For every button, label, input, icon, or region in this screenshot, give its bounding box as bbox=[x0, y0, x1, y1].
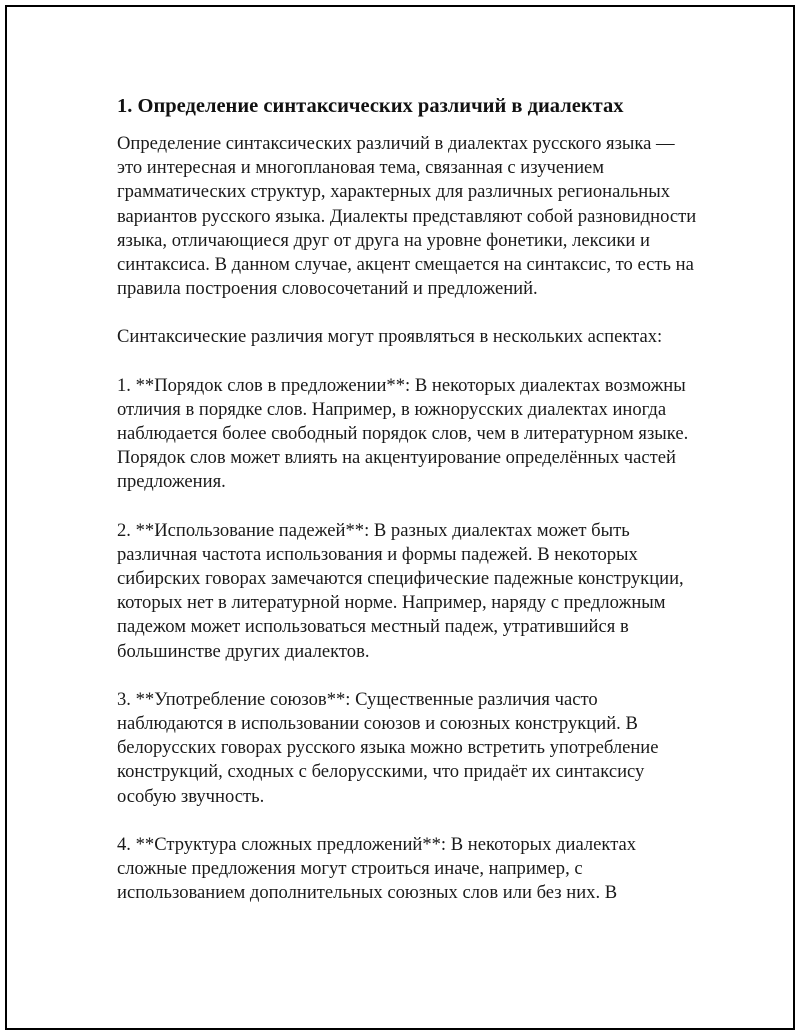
intro-paragraph: Определение синтаксических различий в диалектах русского языка — это интересная и многоплановая тема, связанная с изучением грамматических структур, характерных для различных региональных вариантов русского языка. Диалекты представляют собой разновидности языка, отличающиеся друг от друга на уровне фонетики, лексики и синтаксиса. В данном случае, акцент смещается на синтаксис, то есть на правила построения словосочетаний и предложений. bbox=[117, 133, 697, 300]
word-order-paragraph: 1. **Порядок слов в предложении**: В некоторых диалектах возможны отличия в порядке слов. Например, в южнорусских диалектах иногда наблюдается более свободный порядок слов, чем в литературном языке. Порядок слов может влиять на акцентуирование определённых частей предложения. bbox=[117, 374, 689, 493]
section-heading: 1. Определение синтаксических различий в диалектах bbox=[117, 95, 624, 117]
conjunctions-paragraph: 3. **Употребление союзов**: Существенные различия часто наблюдаются в использовании союзов и союзных конструкций. В белорусских говорах русского языка можно встретить употребление конструкций, сходных с белорусскими, что придаёт их синтаксису особую звучность. bbox=[117, 688, 659, 807]
complex-sentences-paragraph: 4. **Структура сложных предложений**: В некоторых диалектах сложные предложения могут строиться иначе, например, с использованием дополнительных союзных слов или без них. В bbox=[117, 833, 637, 904]
document-body bbox=[117, 90, 697, 929]
aspects-intro-paragraph: Синтаксические различия могут проявляться в нескольких аспектах: bbox=[117, 326, 663, 348]
cases-paragraph: 2. **Использование падежей**: В разных диалектах может быть различная частота использования и формы падежей. В некоторых сибирских говорах замечаются специфические падежные конструкции, которых нет в литературной норме. Например, наряду с предложным падежом может использоваться местный падеж, утратившийся в большинстве других диалектов. bbox=[117, 519, 684, 662]
